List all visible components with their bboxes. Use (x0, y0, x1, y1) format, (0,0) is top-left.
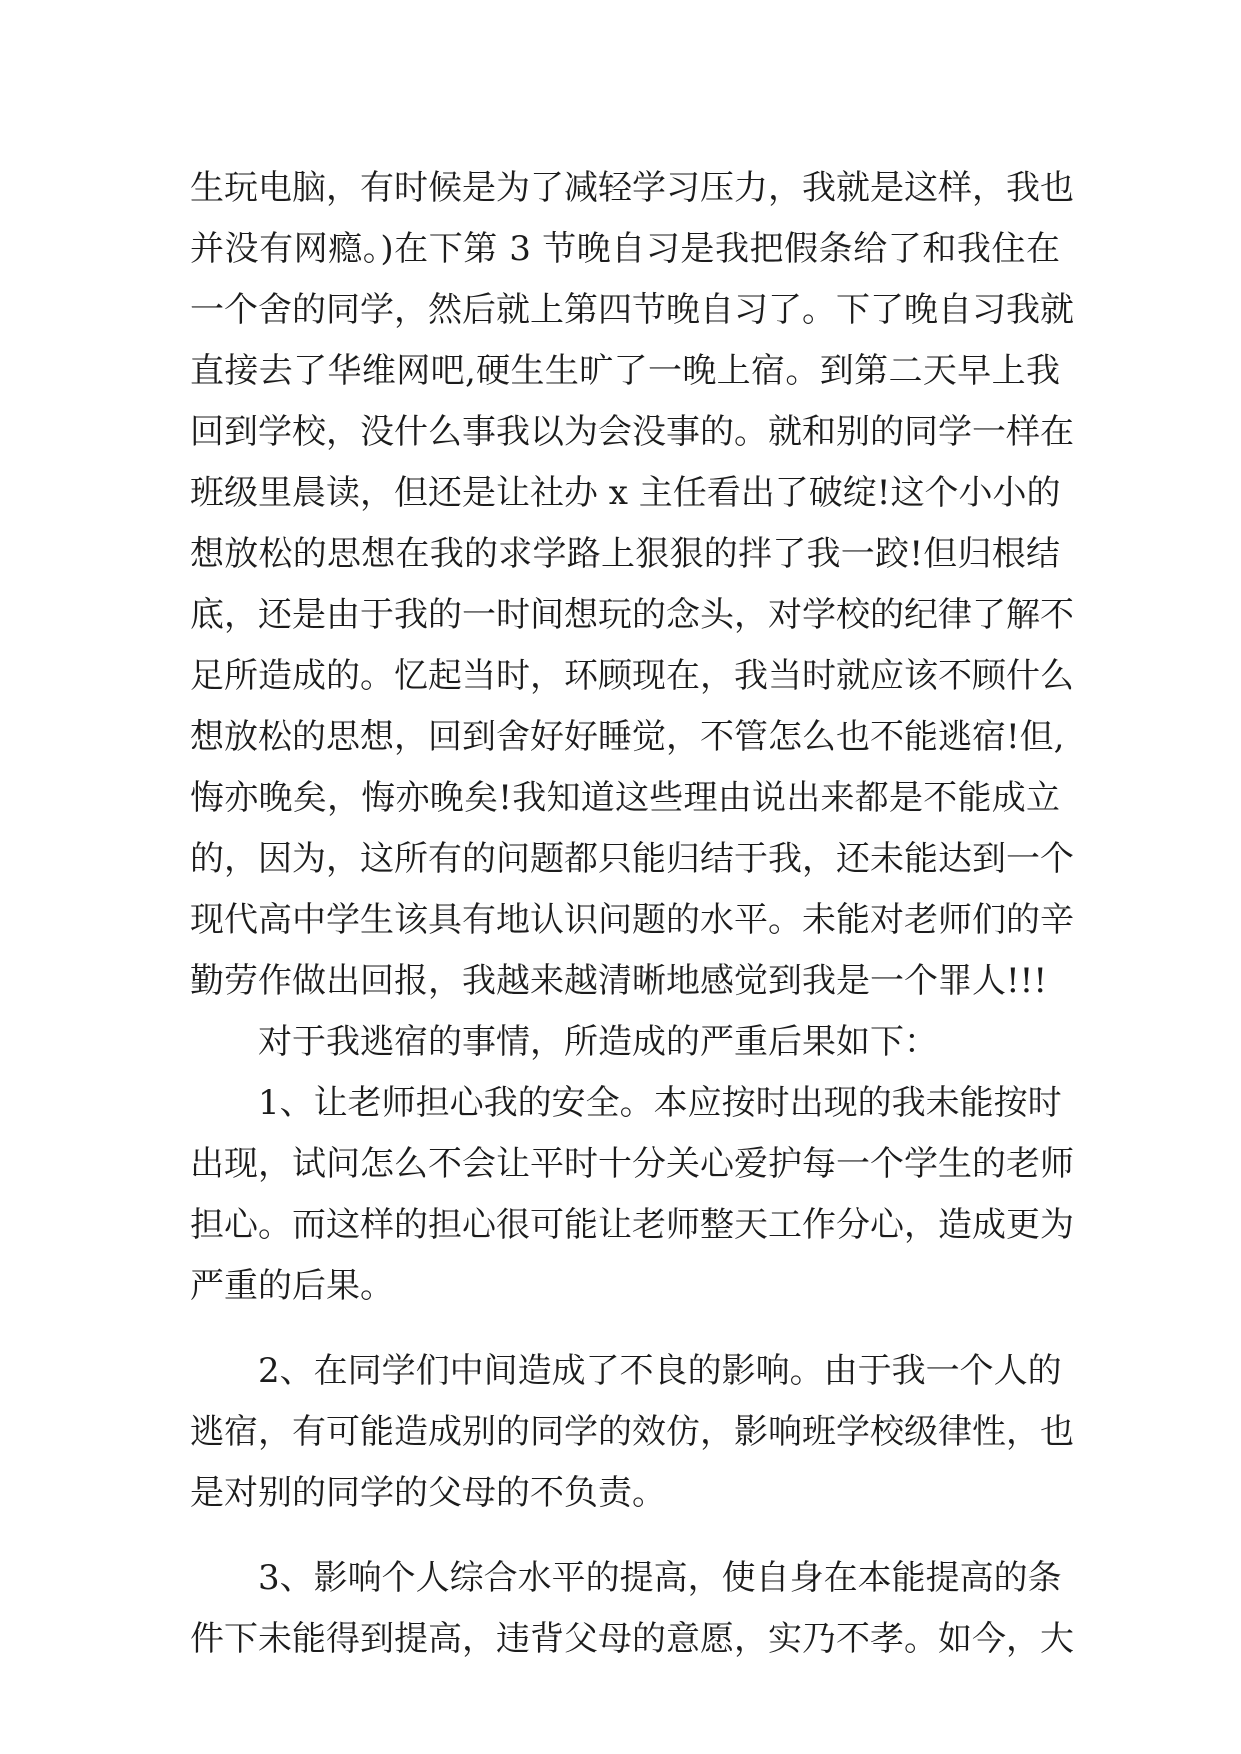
text-line: 2、在同学们中间造成了不良的影响。由于我一个人的 (258, 1351, 1062, 1391)
text-line: 1、让老师担心我的安全。本应按时出现的我未能按时 (258, 1083, 1062, 1123)
consequence-item-3 (190, 1548, 1074, 1670)
text-line: 的，因为，这所有的问题都只能归结于我，还未能达到一个 (190, 839, 1074, 879)
consequences-intro-paragraph (190, 1012, 1060, 1073)
text-line: 严重的后果。 (190, 1266, 394, 1306)
text-line: 件下未能得到提高，违背父母的意愿，实乃不孝。如今，大 (190, 1619, 1074, 1659)
text-line: 现代高中学生该具有地认识问题的水平。未能对老师们的辛 (190, 900, 1074, 940)
text-line: 是对别的同学的父母的不负责。 (190, 1473, 666, 1513)
text-line: 3、影响个人综合水平的提高，使自身在本能提高的条 (258, 1558, 1062, 1598)
text-line: 逃宿，有可能造成别的同学的效仿，影响班学校级律性，也 (190, 1412, 1074, 1452)
text-line: 勤劳作做出回报，我越来越清晰地感觉到我是一个罪人!!! (190, 961, 1047, 1001)
text-line: 生玩电脑，有时候是为了减轻学习压力，我就是这样，我也 (190, 168, 1074, 208)
text-line: 对于我逃宿的事情，所造成的严重后果如下： (258, 1022, 938, 1062)
paragraph-continued (190, 158, 1074, 1012)
text-line: 担心。而这样的担心很可能让老师整天工作分心，造成更为 (190, 1205, 1074, 1245)
text-line: 并没有网瘾。)在下第 3 节晚自习是我把假条给了和我住在 (190, 229, 1060, 269)
text-line: 想放松的思想在我的求学路上狠狠的拌了我一跤!但归根结 (190, 534, 1060, 574)
text-line: 直接去了华维网吧,硬生生旷了一晚上宿。到第二天早上我 (190, 351, 1060, 391)
document-body (190, 158, 1074, 1670)
text-line: 足所造成的。忆起当时，环顾现在，我当时就应该不顾什么 (190, 656, 1074, 696)
text-line: 班级里晨读，但还是让社办 x 主任看出了破绽!这个小小的 (190, 473, 1061, 513)
text-line: 想放松的思想，回到舍好好睡觉，不管怎么也不能逃宿!但, (190, 717, 1065, 757)
paragraph-gap (190, 1317, 1060, 1341)
text-line: 回到学校，没什么事我以为会没事的。就和别的同学一样在 (190, 412, 1074, 452)
text-line: 一个舍的同学，然后就上第四节晚自习了。下了晚自习我就 (190, 290, 1074, 330)
consequence-item-1 (190, 1073, 1074, 1317)
paragraph-gap (190, 1524, 1060, 1548)
consequence-item-2 (190, 1341, 1074, 1524)
text-line: 悔亦晚矣，悔亦晚矣!我知道这些理由说出来都是不能成立 (190, 778, 1060, 818)
text-line: 底，还是由于我的一时间想玩的念头，对学校的纪律了解不 (190, 595, 1074, 635)
text-line: 出现，试问怎么不会让平时十分关心爱护每一个学生的老师 (190, 1144, 1074, 1184)
